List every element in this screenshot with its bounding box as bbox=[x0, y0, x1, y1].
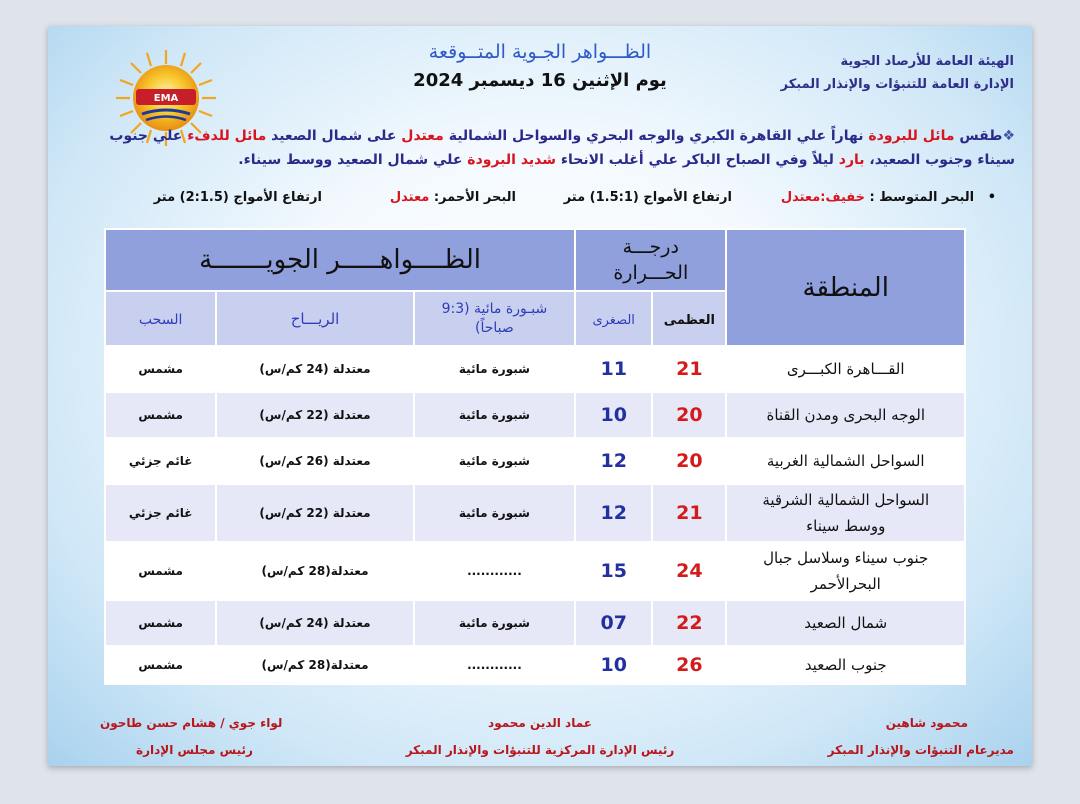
phenomena-header: الظــــواهـــــر الجويـــــــة bbox=[199, 245, 481, 275]
max-temp-cell bbox=[652, 484, 726, 542]
region-cell-value: السواحل الشمالية الغربية bbox=[766, 452, 925, 470]
max-temp-cell-value: 22 bbox=[676, 612, 703, 634]
fog-cell bbox=[414, 438, 575, 484]
med-sea-status bbox=[781, 190, 996, 205]
table-row bbox=[105, 392, 965, 438]
clouds-cell bbox=[105, 646, 216, 684]
max-temp-cell bbox=[652, 542, 726, 600]
clouds-cell-value: غائم جزئي bbox=[128, 506, 193, 520]
wind-cell bbox=[216, 392, 413, 438]
forecast-segment: طقس bbox=[954, 128, 1003, 144]
min-temp-cell-value: 07 bbox=[600, 612, 627, 634]
clouds-cell bbox=[105, 542, 216, 600]
signature-right-title: مديرعام التنبؤات والإنذار المبكر bbox=[827, 743, 1014, 757]
max-temp-cell bbox=[652, 646, 726, 684]
min-temp-cell bbox=[575, 542, 652, 600]
wind-cell bbox=[216, 542, 413, 600]
wind-cell bbox=[216, 346, 413, 392]
forecast-segment: معتدل bbox=[396, 128, 444, 144]
region-cell bbox=[726, 438, 965, 484]
forecast-segment: علي شمال الصعيد ووسط سيناء. bbox=[238, 152, 463, 168]
temp-header: درجـــة الحـــرارة bbox=[613, 236, 689, 284]
temp-header-cell bbox=[575, 229, 726, 291]
red-sea-waves: ارتفاع الأمواج (2:1.5) متر bbox=[153, 190, 322, 205]
region-header-cell bbox=[726, 229, 965, 346]
region-cell bbox=[726, 346, 965, 392]
min-temp-cell bbox=[575, 646, 652, 684]
wind-header: الريـــاح bbox=[290, 310, 340, 328]
bullet-star-icon: ❖ bbox=[1002, 128, 1015, 144]
fog-cell-value: شبورة مائية bbox=[458, 616, 530, 630]
forecast-segment: علي جنوب سيناء وجنوب الصعيد، bbox=[109, 128, 1015, 168]
table-row bbox=[105, 484, 965, 542]
wind-header-cell bbox=[216, 291, 413, 346]
min-temp-cell-value: 12 bbox=[600, 502, 627, 524]
max-temp-cell-value: 20 bbox=[676, 404, 703, 426]
min-temp-cell-value: 12 bbox=[600, 450, 627, 472]
org-name: الهيئة العامة للأرصاد الجوية bbox=[840, 54, 1014, 69]
clouds-cell bbox=[105, 438, 216, 484]
max-temp-cell-value: 21 bbox=[676, 358, 703, 380]
wind-cell bbox=[216, 600, 413, 646]
fog-cell-value: شبورة مائية bbox=[458, 362, 530, 376]
min-temp-cell-value: 11 bbox=[600, 358, 627, 380]
min-temp-cell bbox=[575, 438, 652, 484]
table-row bbox=[105, 542, 965, 600]
signature-left-title: رئيس مجلس الإدارة bbox=[136, 743, 253, 757]
min-temp-cell-value: 10 bbox=[600, 654, 627, 676]
min-temp-cell-value: 10 bbox=[600, 404, 627, 426]
region-cell-value: السواحل الشمالية الشرقية ووسط سيناء bbox=[762, 491, 930, 535]
clouds-cell-value: مشمس bbox=[138, 616, 183, 630]
clouds-header-cell bbox=[105, 291, 216, 346]
phenomena-header-cell bbox=[105, 229, 575, 291]
clouds-cell bbox=[105, 484, 216, 542]
min-temp-cell bbox=[575, 600, 652, 646]
signature-right-name: محمود شاهين bbox=[885, 716, 968, 730]
med-sea-label: البحر المتوسط : bbox=[865, 190, 975, 205]
min-temp-cell bbox=[575, 346, 652, 392]
wind-cell-value: معتدلة (22 كم/س) bbox=[259, 506, 371, 520]
bulletin-page bbox=[48, 26, 1032, 766]
min-header: الصغرى bbox=[592, 313, 635, 328]
fog-cell bbox=[414, 600, 575, 646]
forecast-text bbox=[103, 124, 1015, 172]
fog-cell-value: شبورة مائية bbox=[458, 408, 530, 422]
forecast-date: يوم الإثنين 16 ديسمبر 2024 bbox=[413, 70, 667, 91]
max-temp-cell-value: 20 bbox=[676, 450, 703, 472]
region-cell bbox=[726, 542, 965, 600]
wind-cell bbox=[216, 646, 413, 684]
table-row bbox=[105, 438, 965, 484]
region-header: المنطقة bbox=[802, 272, 889, 303]
fog-header-cell bbox=[414, 291, 575, 346]
signature-center-title: رئيس الإدارة المركزية للتنبؤات والإنذار المبكر bbox=[405, 743, 675, 757]
wind-cell bbox=[216, 438, 413, 484]
wind-cell-value: معتدلة (26 كم/س) bbox=[259, 454, 371, 468]
wind-cell-value: معتدلة (24 كم/س) bbox=[259, 362, 371, 376]
fog-cell bbox=[414, 346, 575, 392]
clouds-cell bbox=[105, 392, 216, 438]
clouds-cell-value: مشمس bbox=[138, 362, 183, 376]
max-header: العظمى bbox=[663, 313, 715, 328]
region-cell bbox=[726, 392, 965, 438]
forecast-table bbox=[104, 228, 966, 685]
region-cell-value: شمال الصعيد bbox=[804, 614, 888, 632]
red-sea-label: البحر الأحمر: bbox=[429, 190, 516, 205]
min-header-cell bbox=[575, 291, 652, 346]
signature-left-name: لواء جوي / هشام حسن طاحون bbox=[100, 716, 283, 730]
red-sea-state: معتدل bbox=[389, 190, 430, 205]
fog-cell-value: ............ bbox=[467, 658, 522, 672]
fog-cell bbox=[414, 542, 575, 600]
fog-cell bbox=[414, 484, 575, 542]
region-cell-value: جنوب سيناء وسلاسل جبال البحرالأحمر bbox=[763, 549, 929, 593]
wind-cell-value: معتدلة(28 كم/س) bbox=[261, 564, 369, 578]
max-temp-cell bbox=[652, 600, 726, 646]
fog-cell-value: شبورة مائية bbox=[458, 454, 530, 468]
forecast-segment: شديد البرودة bbox=[462, 152, 557, 168]
fog-cell-value: شبورة مائية bbox=[458, 506, 530, 520]
fog-header: شبـورة مائية (9:3 صباحاً) bbox=[441, 300, 548, 336]
region-cell-value: الوجه البحرى ومدن القناة bbox=[766, 406, 925, 424]
forecast-segment: ليلاً وفي الصباح الباكر علي أغلب الانحاء bbox=[556, 152, 834, 168]
forecast-segment: مائل للدفء bbox=[182, 128, 267, 144]
max-temp-cell-value: 26 bbox=[676, 654, 703, 676]
wind-cell-value: معتدلة(28 كم/س) bbox=[261, 658, 369, 672]
org-department: الإدارة العامة للتنبؤات والإنذار المبكر bbox=[780, 77, 1014, 92]
forecast-segment: مائل للبرودة bbox=[863, 128, 955, 144]
table-row bbox=[105, 646, 965, 684]
fog-cell bbox=[414, 392, 575, 438]
forecast-segment: على شمال الصعيد bbox=[266, 128, 397, 144]
max-temp-cell-value: 24 bbox=[676, 560, 703, 582]
med-sea-state: خفيف:معتدل bbox=[780, 190, 866, 205]
clouds-cell-value: مشمس bbox=[138, 658, 183, 672]
max-temp-cell bbox=[652, 438, 726, 484]
max-temp-cell-value: 21 bbox=[676, 502, 703, 524]
wind-cell bbox=[216, 484, 413, 542]
page-title: الظـــواهر الجـوية المتــوقعة bbox=[428, 41, 652, 63]
region-cell-value: القـــاهرة الكبـــرى bbox=[786, 360, 905, 378]
med-sea-waves: ارتفاع الأمواج (1.5:1) متر bbox=[563, 190, 732, 205]
max-temp-cell bbox=[652, 392, 726, 438]
red-sea-status bbox=[390, 190, 516, 205]
logo-text: EMA bbox=[153, 93, 179, 104]
clouds-header: السحب bbox=[138, 312, 183, 328]
wind-cell-value: معتدلة (24 كم/س) bbox=[259, 616, 371, 630]
region-cell-value: جنوب الصعيد bbox=[804, 656, 887, 674]
region-cell bbox=[726, 600, 965, 646]
max-header-cell bbox=[652, 291, 726, 346]
clouds-cell-value: مشمس bbox=[138, 408, 183, 422]
fog-cell-value: ............ bbox=[467, 564, 522, 578]
min-temp-cell-value: 15 bbox=[600, 560, 627, 582]
region-cell bbox=[726, 484, 965, 542]
table-row bbox=[105, 600, 965, 646]
fog-cell bbox=[414, 646, 575, 684]
forecast-segment: نهاراً علي القاهرة الكبري والوجه البحري والسواحل الشمالية bbox=[443, 128, 864, 144]
max-temp-cell bbox=[652, 346, 726, 392]
min-temp-cell bbox=[575, 484, 652, 542]
clouds-cell-value: مشمس bbox=[138, 564, 183, 578]
table-row bbox=[105, 346, 965, 392]
signature-center-name: عماد الدين محمود bbox=[488, 716, 592, 730]
region-cell bbox=[726, 646, 965, 684]
forecast-segment: بارد bbox=[833, 152, 865, 168]
clouds-cell bbox=[105, 600, 216, 646]
clouds-cell bbox=[105, 346, 216, 392]
wind-cell-value: معتدلة (22 كم/س) bbox=[259, 408, 371, 422]
clouds-cell-value: غائم جزئي bbox=[128, 454, 193, 468]
bullet-icon: • bbox=[987, 190, 996, 205]
min-temp-cell bbox=[575, 392, 652, 438]
